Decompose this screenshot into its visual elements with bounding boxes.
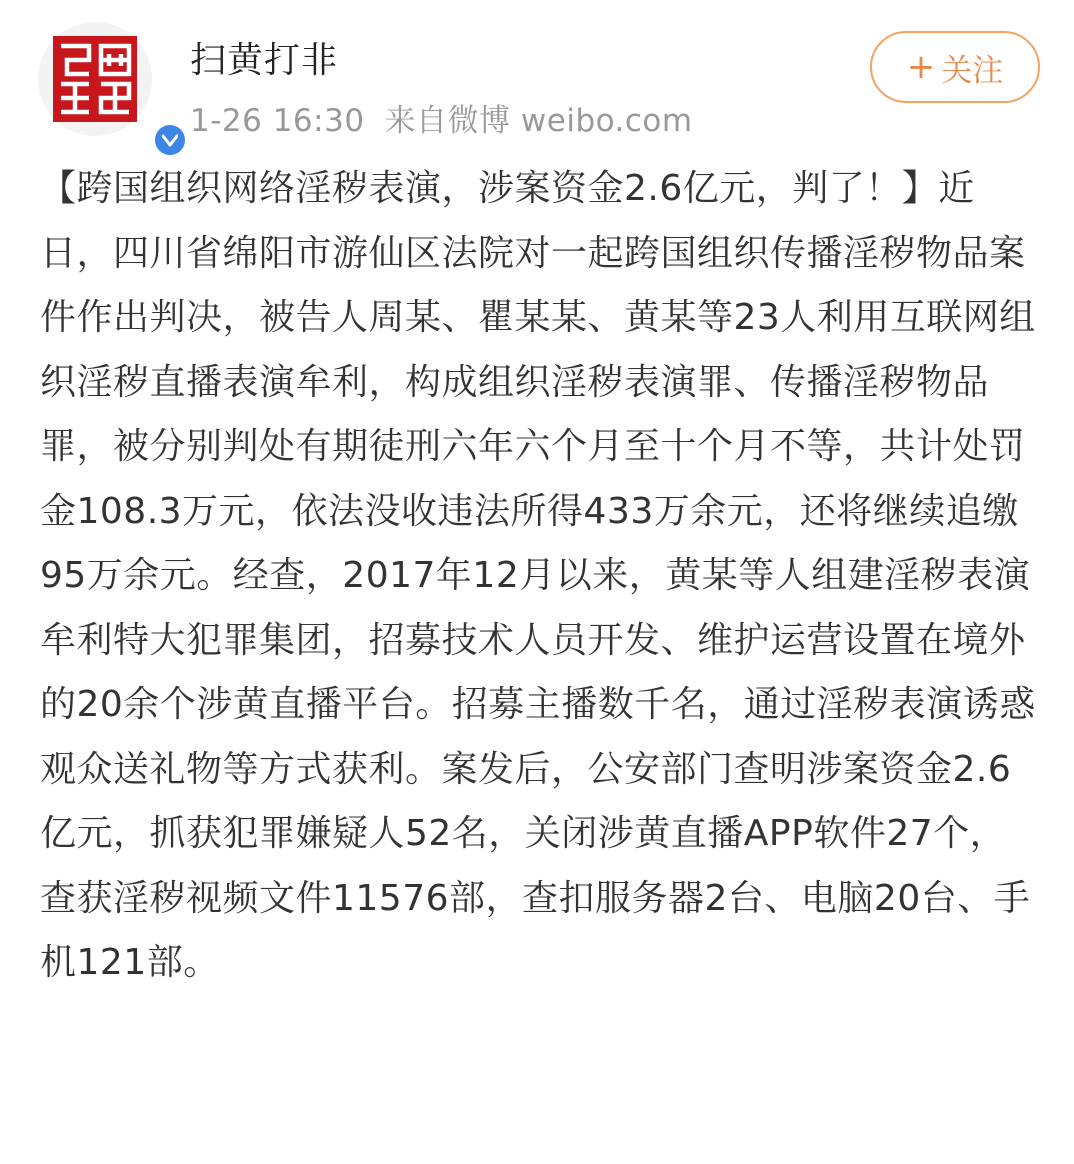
post-text: 【跨国组织网络淫秽表演，涉案资金2.6亿元，判了！】近日，四川省绵阳市游仙区法院对一起跨国组织传播淫秽物品案件作出判决，被告人周某、瞿某某、黄某等23人利用互联网组织淫秽直播表演牟利，构成组织淫秽表演罪、传播淫秽物品罪，被分别判处有期徒刑六年六个月至十个月不等，共计处罚金108.3万元，依法没收违法所得433万余元，还将继续追缴95万余元。经查，2017年12月以来，黄某等人组建淫秽表演牟利特大犯罪集团，招募技术人员开发、维护运营设置在境外的20余个涉黄直播平台。招募主播数千名，通过淫秽表演诱惑观众送礼物等方式获利。案发后，公安部门查明涉案资金2.6亿元，抓获犯罪嫌疑人52名，关闭涉黄直播APP软件27个，查获淫秽视频文件11576部，查扣服务器2台、电脑20台、手机121部。 <box>40 168 1036 983</box>
verified-badge-icon <box>152 122 188 158</box>
username[interactable]: 扫黄打非 <box>190 40 339 81</box>
avatar[interactable] <box>38 22 152 136</box>
follow-label: 关注 <box>941 52 1004 89</box>
post-meta <box>190 95 693 140</box>
plus-icon: + <box>906 47 936 87</box>
post-source: 来自微博 weibo.com <box>384 103 693 139</box>
post-body <box>40 157 1040 996</box>
seal-logo-icon <box>53 36 137 122</box>
post-header <box>0 0 1074 150</box>
follow-button[interactable] <box>870 31 1040 103</box>
timestamp: 1-26 16:30 <box>190 103 365 139</box>
